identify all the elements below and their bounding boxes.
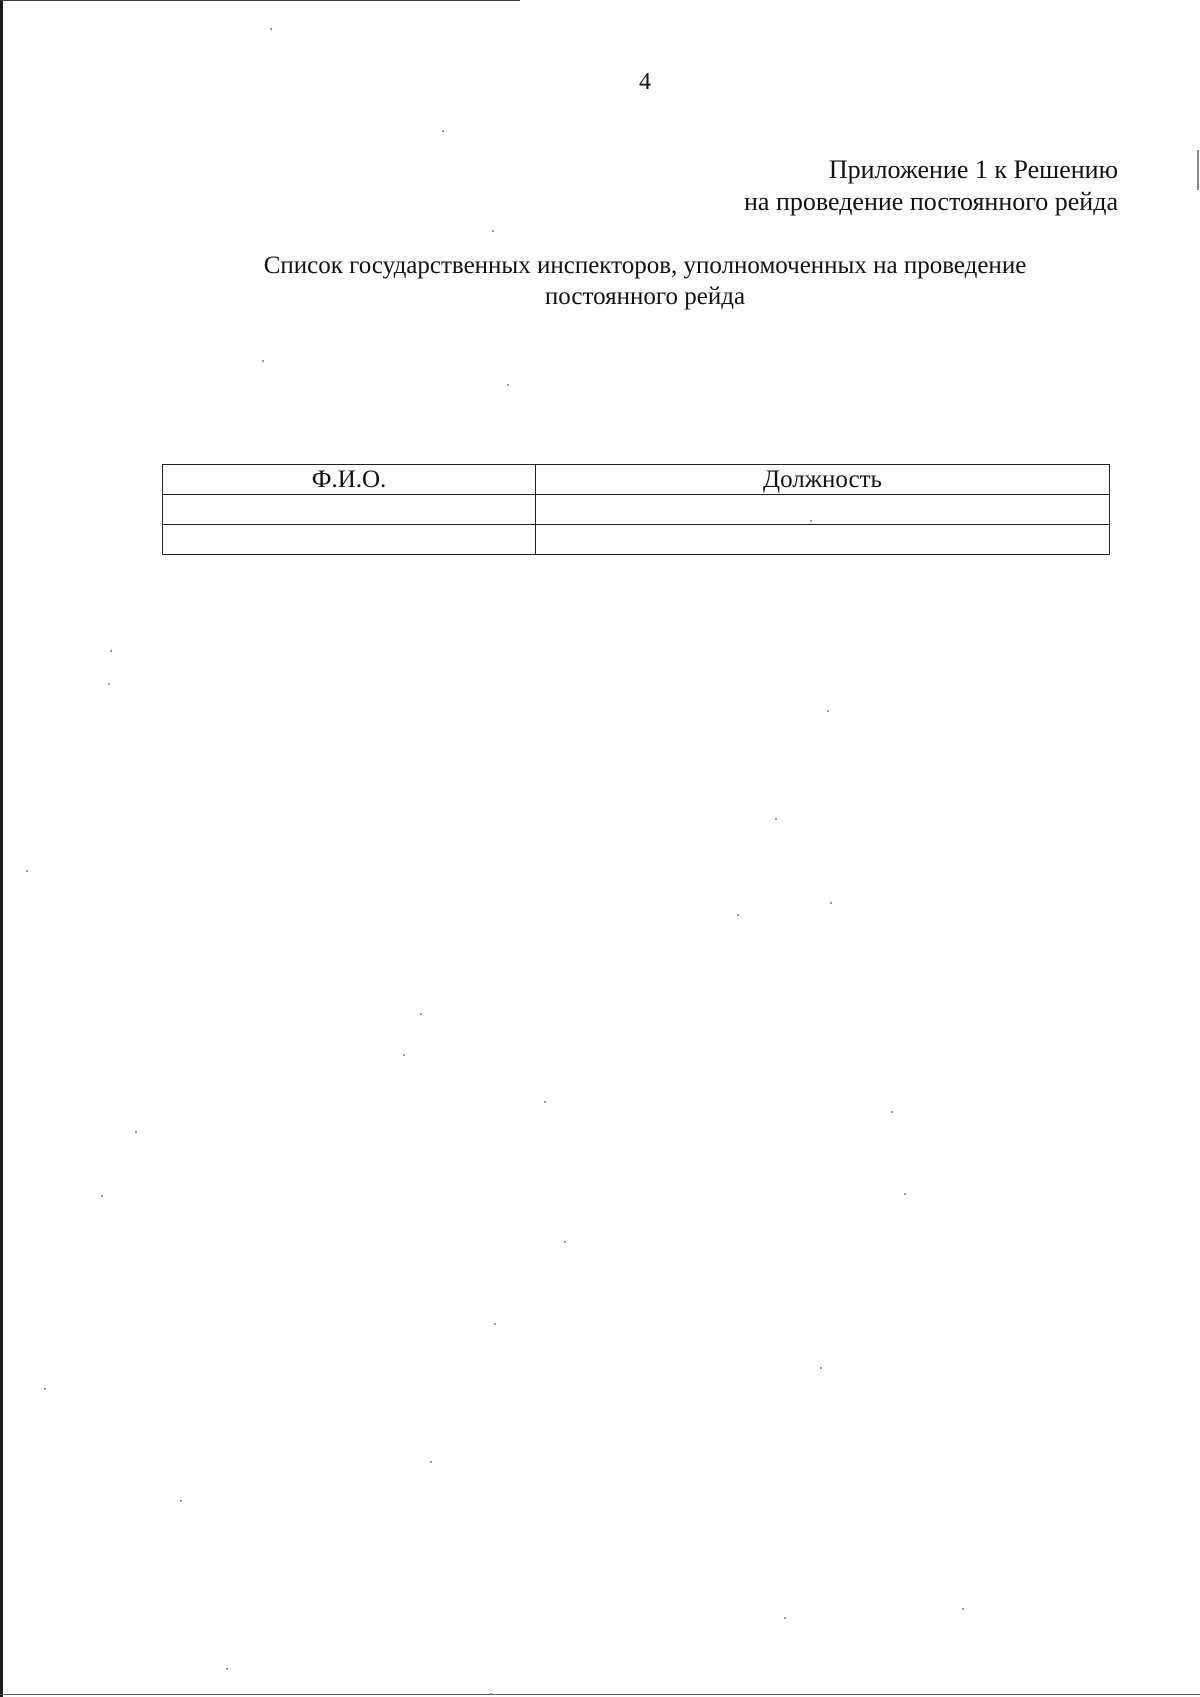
table-header-row [163,465,1110,495]
scan-speck [101,1195,103,1197]
annex-line-1: Приложение 1 к Решению [828,155,1118,184]
page-number: 4 [639,69,651,95]
scan-speck [403,1054,405,1056]
cell-position [536,495,1110,525]
scan-edge-bottom [0,1694,1200,1695]
document-title [0,250,1200,312]
scan-speck [492,230,494,232]
scan-edge-top [0,0,520,1]
scan-speck [226,1668,228,1670]
header-full-name: Ф.И.О. [163,465,536,495]
scan-speck [490,1693,492,1695]
scan-speck [904,1193,906,1195]
scan-speck [44,1388,46,1390]
scan-speck [494,1323,496,1325]
scan-speck [775,818,777,820]
cell-full-name [163,525,536,555]
title-line-1: Список государственных инспекторов, уполномоченных на проведение [263,252,1027,279]
table-row [163,495,1110,525]
scan-speck [110,650,112,652]
scan-speck [544,1101,546,1103]
scan-speck [26,870,28,872]
scan-speck [442,130,444,132]
scan-speck [507,384,509,386]
inspectors-table [162,464,1110,555]
scan-speck [810,520,812,522]
scan-speck [827,710,829,712]
scan-speck [135,1131,137,1133]
scan-edge-right [1197,150,1199,190]
annex-reference [744,154,1118,218]
scan-speck [891,1111,893,1113]
cell-full-name [163,495,536,525]
scan-speck [262,360,264,362]
cell-position [536,525,1110,555]
scan-speck [180,1500,182,1502]
scan-speck [962,1608,964,1610]
scan-speck [820,1367,822,1369]
scan-speck [564,1241,566,1243]
scan-speck [737,914,739,916]
table-row [163,525,1110,555]
scan-speck [784,1617,786,1619]
header-position: Должность [536,465,1110,495]
scan-speck [420,1013,422,1015]
annex-line-2: на проведение постоянного рейда [744,187,1118,216]
scan-speck [108,683,110,685]
title-line-2: постоянного рейда [544,283,746,310]
scan-speck [430,1461,432,1463]
scan-speck [830,902,832,904]
scan-speck [270,28,272,30]
